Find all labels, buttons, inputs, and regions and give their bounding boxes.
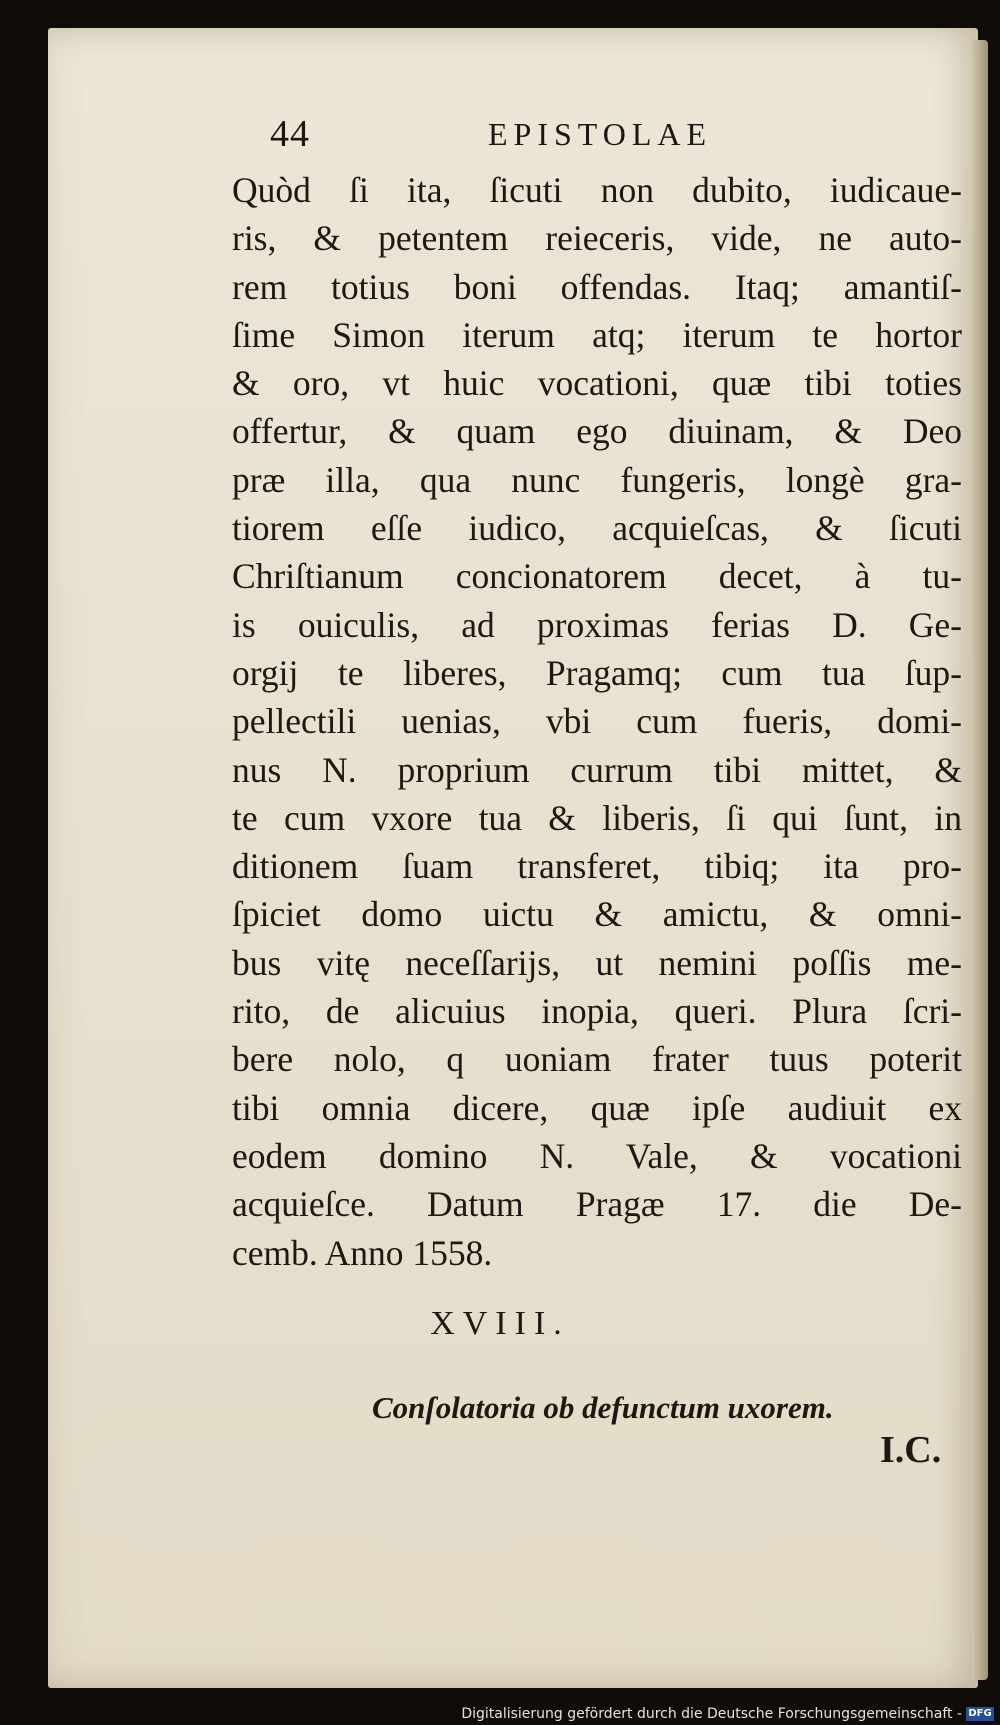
- text-line: ditionem ſuam transferet, tibiq; ita pro-: [232, 846, 962, 887]
- page-header: [270, 112, 970, 160]
- text-line: eodem domino N. Vale, & vocationi: [232, 1135, 962, 1176]
- text-line: acquieſce. Datum Pragæ 17. die De-: [232, 1184, 962, 1225]
- text-line: rito, de alicuius inopia, queri. Plura ſcri-: [232, 991, 962, 1032]
- text-line: offertur, & quam ego diuinam, & Deo: [232, 411, 962, 452]
- text-line: is ouiculis, ad proximas ferias D. Ge-: [232, 604, 962, 645]
- text-line: bere nolo, q uoniam frater tuus poterit: [232, 1039, 962, 1080]
- letter-number: XVIII.: [430, 1305, 570, 1342]
- body-text: [232, 166, 962, 1277]
- running-head: EPISTOLAE: [488, 116, 713, 152]
- text-line: Quòd ſi ita, ſicuti non dubito, iudicaue-: [232, 170, 962, 210]
- text-line: ſime Simon iterum atq; iterum te hortor: [232, 314, 962, 355]
- text-line: tibi omnia dicere, quæ ipſe audiuit ex: [232, 1087, 962, 1128]
- text-line: pellectili uenias, vbi cum fueris, domi-: [232, 701, 962, 742]
- footer-bar: [0, 1703, 1000, 1725]
- dfg-logo-icon: DFG: [966, 1707, 994, 1721]
- letter-heading: Conſolatoria ob defunctum uxorem.: [372, 1390, 834, 1425]
- text-line: nus N. proprium currum tibi mittet, &: [232, 749, 962, 790]
- text-line: cemb. Anno 1558.: [232, 1232, 493, 1273]
- page-edge: [972, 40, 988, 1680]
- text-line: præ illa, qua nunc fungeris, longè gra-: [232, 459, 962, 500]
- text-line: ſpiciet domo uictu & amictu, & omni-: [232, 894, 962, 935]
- text-line: bus vitę neceſſarijs, ut nemini poſſis me-: [232, 942, 962, 983]
- text-line: rem totius boni offendas. Itaq; amantiſ-: [232, 266, 962, 307]
- text-line: tiorem eſſe iudico, acquieſcas, & ſicuti: [232, 508, 962, 549]
- text-line: te cum vxore tua & liberis, ſi qui ſunt, in: [232, 797, 962, 838]
- text-line: ris, & petentem reieceris, vide, ne auto-: [232, 218, 962, 259]
- digitization-credit: Digitalisierung gefördert durch die Deutsche Forschungsgemeinschaft -: [461, 1706, 962, 1722]
- catchword: I.C.: [880, 1429, 942, 1471]
- text-line: & oro, vt huic vocationi, quæ tibi toties: [232, 363, 962, 404]
- text-line: Chriſtianum concionatorem decet, à tu-: [232, 556, 962, 597]
- page-number: 44: [270, 113, 310, 155]
- text-line: orgij te liberes, Pragamq; cum tua ſup-: [232, 652, 962, 693]
